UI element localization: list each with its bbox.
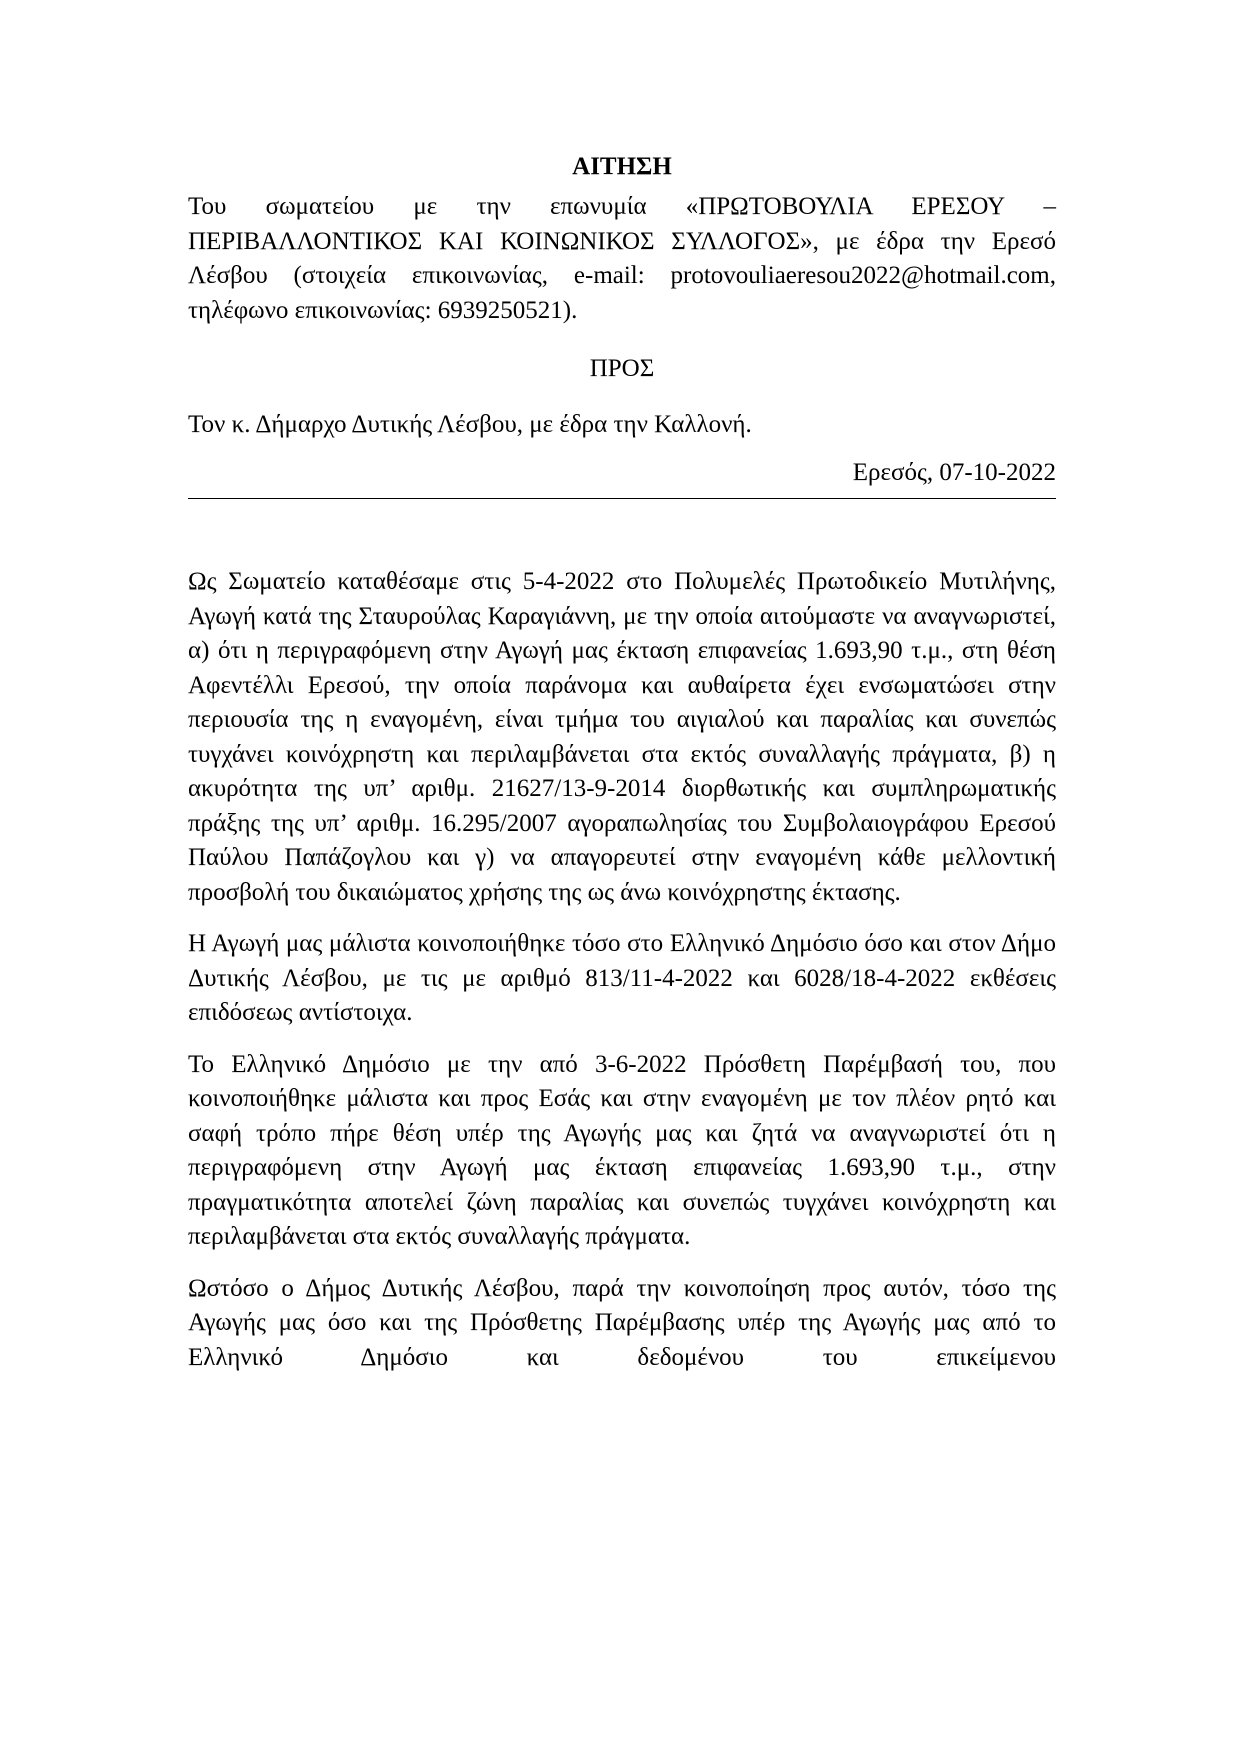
document-title: ΑΙΤΗΣΗ [572,153,672,180]
document-content [188,150,1056,1375]
to-label: ΠΡΟΣ [589,355,655,382]
sender-paragraph: Του σωματείου με την επωνυμία «ΠΡΩΤΟΒΟΥΛΙΑ ΕΡΕΣΟΥ – ΠΕΡΙΒΑΛΛΟΝΤΙΚΟΣ ΚΑΙ ΚΟΙΝΩΝΙΚΟΣ ΣΥΛΛΟΓΟΣ», με έδρα την Ερεσό Λέσβου (στοιχεία επικοινωνίας, e-mail: protovouliaeresou2022@hotmail.com, τηλέφωνο επικοινωνίας: 6939250521). [188,193,1056,324]
body-paragraph: Η Αγωγή μας μάλιστα κοινοποιήθηκε τόσο στο Ελληνικό Δημόσιο όσο και στον Δήμο Δυτικής Λέσβου, με τις με αριθμό 813/11-4-2022 και 6028/18-4-2022 εκθέσεις επιδόσεως αντίστοιχα. [188,930,1056,1026]
place-date-line: Ερεσός, 07-10-2022 [188,456,1056,499]
body-paragraph: Το Ελληνικό Δημόσιο με την από 3-6-2022 Πρόσθετη Παρέμβασή του, που κοινοποιήθηκε μάλιστα και προς Εσάς και στην εναγομένη με τον πλέον ρητό και σαφή τρόπο πήρε θέση υπέρ της Αγωγής μας και ζητά να αναγνωριστεί ότι η περιγραφόμενη στην Αγωγή μας έκταση επιφανείας 1.693,90 τ.μ., στην πραγματικότητα αποτελεί ζώνη παραλίας και συνεπώς τυγχάνει κοινόχρηστη και περιλαμβάνεται στα εκτός συναλλαγής πράγματα. [188,1050,1056,1250]
document-body [188,565,1056,1375]
recipient-line: Τον κ. Δήμαρχο Δυτικής Λέσβου, με έδρα την Καλλονή. [188,411,752,438]
body-paragraph: Ωστόσο ο Δήμος Δυτικής Λέσβου, παρά την κοινοποίηση προς αυτόν, τόσο της Αγωγής μας όσο και της Πρόσθετης Παρέμβασης υπέρ της Αγωγής μας από το Ελληνικό Δημόσιο και δεδομένου του επικείμενου [188,1274,1056,1371]
body-paragraph: Ως Σωματείο καταθέσαμε στις 5-4-2022 στο Πολυμελές Πρωτοδικείο Μυτιλήνης, Αγωγή κατά της Σταυρούλας Καραγιάννη, με την οποία αιτούμαστε να αναγνωριστεί, α) ότι η περιγραφόμενη στην Αγωγή μας έκταση επιφανείας 1.693,90 τ.μ., στη θέση Αφεντέλλι Ερεσού, την οποία παράνομα και αυθαίρετα έχει ενσωματώσει στην περιουσία της η εναγομένη, είναι τμήμα του αιγιαλού και παραλίας και συνεπώς τυγχάνει κοινόχρηστη και περιλαμβάνεται στα εκτός συναλλαγής πράγματα, β) η ακυρότητα της υπ’ αριθμ. 21627/13-9-2014 διορθωτικής και συμπληρωματικής πράξης της υπ’ αριθμ. 16.295/2007 αγοραπωλησίας του Συμβολαιογράφου Ερεσού Παύλου Παπάζογλου και γ) να απαγορευτεί στην εναγομένη κάθε μελλοντική προσβολή του δικαιώματος χρήσης της ως άνω κοινόχρηστης έκτασης. [188,568,1056,906]
